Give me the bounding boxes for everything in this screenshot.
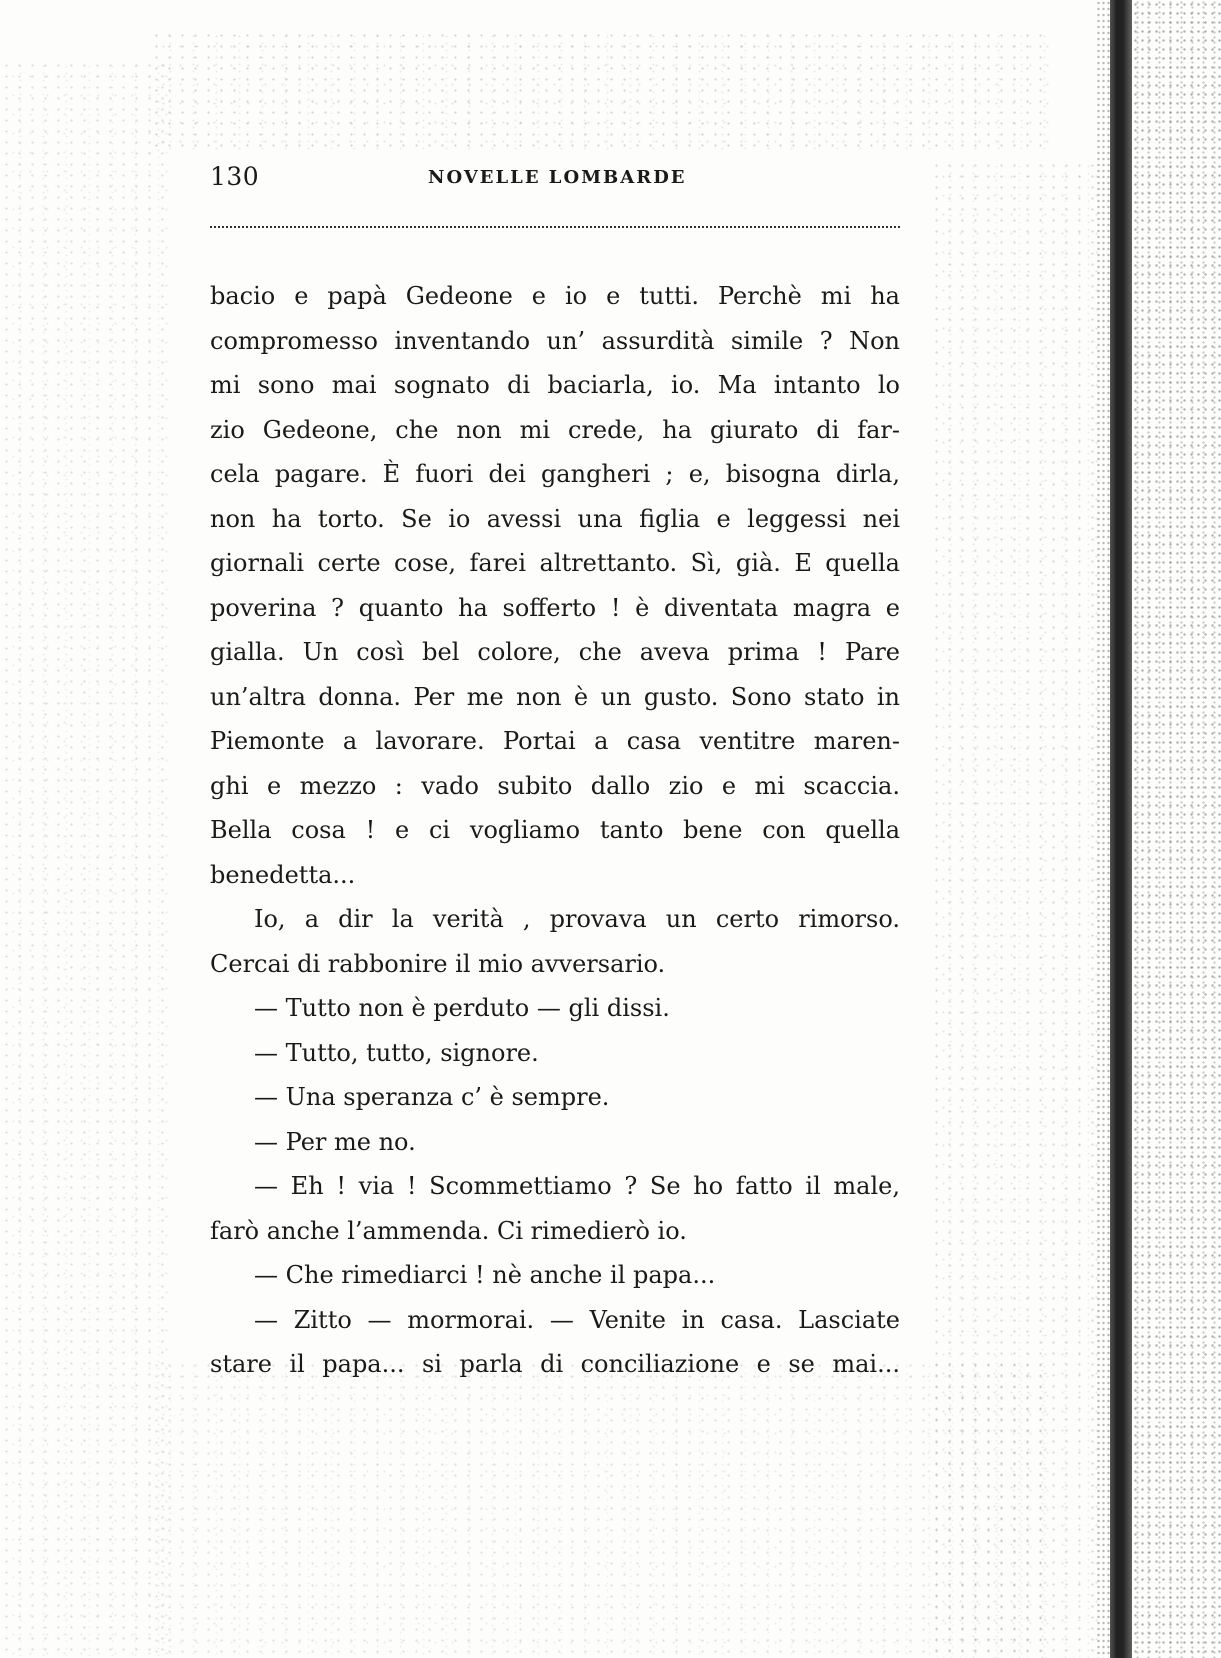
text-line: giornali certe cose, farei altrettanto. Sì, già. E quella xyxy=(210,549,900,577)
scan-speckle-top xyxy=(150,30,1050,150)
text-line: cela pagare. È fuori dei gangheri ; e, bisogna dirla, xyxy=(210,460,900,488)
dialogue-line: — Tutto, tutto, signore. xyxy=(254,1038,539,1067)
text-line: farò anche l’ammenda. Ci rimedierò io. xyxy=(210,1216,687,1245)
page-header xyxy=(210,162,900,206)
text-line: bacio e papà Gedeone e io e tutti. Perchè mi ha xyxy=(210,282,900,310)
text-line: benedetta... xyxy=(210,860,356,889)
text-line: compromesso inventando un’ assurdità simile ? Non xyxy=(210,326,900,355)
text-line: Piemonte a lavorare. Portai a casa ventitre maren- xyxy=(210,727,900,755)
text-line: stare il papa... si parla di conciliazione e se mai... xyxy=(210,1350,900,1378)
book-binding-edge xyxy=(1110,0,1132,1658)
binding-shadow xyxy=(1132,0,1221,1658)
dialogue-line: — Una speranza c’ è sempre. xyxy=(254,1083,610,1111)
text-line: non ha torto. Se io avessi una figlia e leggessi nei xyxy=(210,504,900,533)
text-line: gialla. Un così bel colore, che aveva prima ! Pare xyxy=(210,638,900,666)
text-line: Cercai di rabbonire il mio avversario. xyxy=(210,949,666,978)
text-line: mi sono mai sognato di baciarla, io. Ma intanto lo xyxy=(210,371,900,399)
body-text xyxy=(210,274,900,1387)
page-number: 130 xyxy=(210,162,260,191)
dialogue-line: — Per me no. xyxy=(254,1127,416,1156)
dialogue-line: — Eh ! via ! Scommettiamo ? Se ho fatto il male, xyxy=(254,1172,900,1200)
dialogue-line: — Tutto non è perduto — gli dissi. xyxy=(254,994,670,1022)
binding-gutter xyxy=(1096,0,1110,1658)
header-rule xyxy=(210,226,900,228)
text-line: ghi e mezzo : vado subito dallo zio e mi scaccia. xyxy=(210,771,900,800)
text-line: un’altra donna. Per me non è un gusto. Sono stato in xyxy=(210,682,900,711)
text-line: zio Gedeone, che non mi crede, ha giurato di far- xyxy=(210,415,900,444)
running-title: NOVELLE LOMBARDE xyxy=(428,167,687,188)
scan-speckle-bottom xyxy=(150,1360,1050,1658)
text-line: Io, a dir la verità , provava un certo rimorso. xyxy=(254,905,900,933)
dialogue-line: — Zitto — mormorai. — Venite in casa. Lasciate xyxy=(254,1305,900,1334)
scan-speckle-left xyxy=(0,60,170,1658)
dialogue-line: — Che rimediarci ! nè anche il papa... xyxy=(254,1261,716,1289)
text-line: poverina ? quanto ha sofferto ! è diventata magra e xyxy=(210,593,900,622)
text-line: Bella cosa ! e ci vogliamo tanto bene con quella xyxy=(210,816,900,844)
